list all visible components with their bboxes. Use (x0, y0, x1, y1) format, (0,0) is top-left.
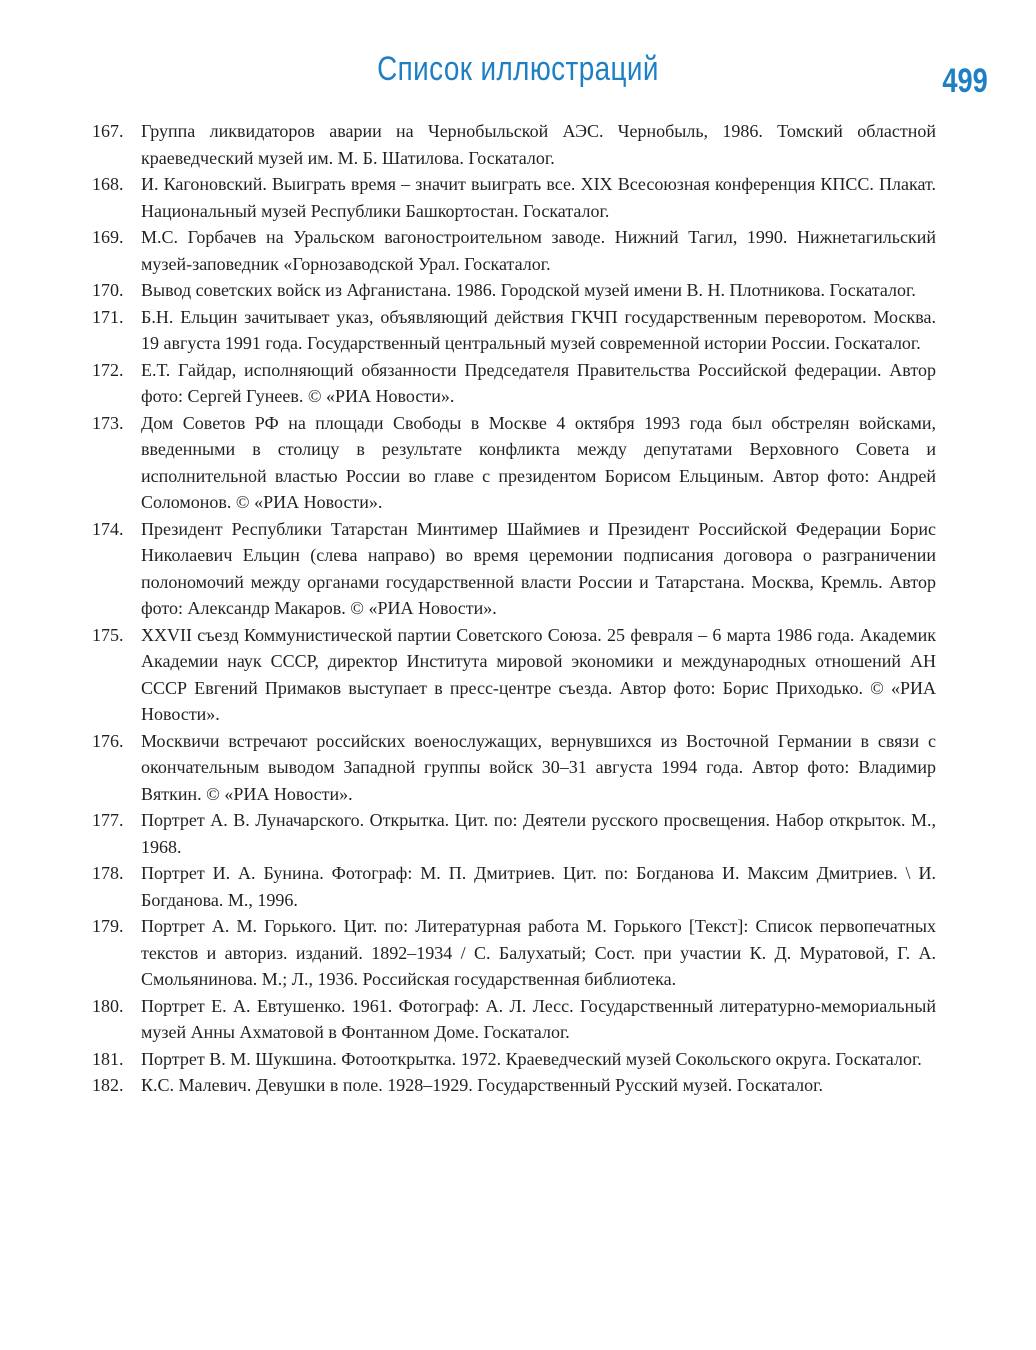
entry-number: 176. (92, 730, 124, 751)
entry-text: XXVII съезд Коммунистической партии Советского Союза. 25 февраля – 6 марта 1986 года. Академик Академии наук СССР, директор Института мировой экономики и международных отношений АН СССР Евгений Примаков выступает в пресс-центре съезда. Автор фото: Борис Приходько. © «РИА Новости». (141, 624, 936, 724)
list-item (92, 807, 936, 860)
entry-text: Москвичи встречают российских военослужащих, вернувшихся из Восточной Германии в связи с окончательным выводом Западной группы войск 30–31 августа 1994 года. Автор фото: Владимир Вяткин. © «РИА Новости». (141, 730, 936, 804)
entry-number: 169. (92, 227, 124, 247)
entry-text: Портрет Е. А. Евтушенко. 1961. Фотограф: А. Л. Лесс. Государственный литературно-мемориальный музей Анны Ахматовой в Фонтанном Доме. Госкаталог. (141, 995, 936, 1042)
entry-text: Дом Советов РФ на площади Свободы в Москве 4 октября 1993 года был обстрелян войсками, введенными в столицу в результате конфликта между депутатами Верховного Совета и исполнительной властью России во главе с президентом Борисом Ельциным. Автор фото: Андрей Соломонов. © «РИА Новости». (141, 412, 936, 512)
entry-number: 174. (92, 518, 124, 539)
entry-number: 177. (92, 810, 124, 830)
list-item (92, 516, 936, 622)
entry-number: 180. (92, 995, 124, 1016)
page-title: Список иллюстраций (377, 50, 659, 88)
entry-number: 182. (92, 1075, 124, 1095)
entry-text: Вывод советских войск из Афганистана. 1986. Городской музей имени В. Н. Плотникова. Госкаталог. (141, 280, 916, 300)
entry-text: Президент Республики Татарстан Минтимер Шаймиев и Президент Российской Федерации Борис Николаевич Ельцин (слева направо) во время церемонии подписания договора о разграничении полономочий между органами государственной власти России и Татарстана. Москва, Кремль. Автор фото: Александр Макаров. © «РИА Новости». (141, 518, 936, 618)
entry-text: Б.Н. Ельцин зачитывает указ, объявляющий действия ГКЧП государственным переворотом. Москва. 19 августа 1991 года. Государственный центральный музей современной истории России. Госкаталог. (141, 306, 936, 353)
entry-number: 172. (92, 359, 124, 380)
entry-number: 173. (92, 412, 124, 433)
entry-text: Группа ликвидаторов аварии на Чернобыльской АЭС. Чернобыль, 1986. Томский областной краеведческий музей им. М. Б. Шатилова. Госкаталог. (141, 121, 936, 168)
list-item (92, 1072, 936, 1099)
entry-number: 171. (92, 306, 124, 327)
entry-text: Портрет И. А. Бунина. Фотограф: М. П. Дмитриев. Цит. по: Богданова И. Максим Дмитриев. \ И. Богданова. М., 1996. (141, 863, 936, 910)
entry-text: М.С. Горбачев на Уральском вагоностроительном заводе. Нижний Тагил, 1990. Нижнетагильский музей-заповедник «Горнозаводской Урал. Госкаталог. (141, 227, 936, 274)
entry-text: Е.Т. Гайдар, исполняющий обязанности Председателя Правительства Российской федерации. Автор фото: Сергей Гунеев. © «РИА Новости». (141, 359, 936, 406)
entry-text: И. Кагоновский. Выиграть время – значит выиграть все. XIX Всесоюзная конференция КПСС. Плакат. Национальный музей Республики Башкортостан. Госкаталог. (141, 174, 936, 221)
list-item (92, 410, 936, 516)
entry-number: 170. (92, 280, 124, 300)
list-item (92, 860, 936, 913)
entry-number: 178. (92, 863, 124, 883)
list-item (92, 118, 936, 171)
entry-number: 179. (92, 916, 124, 936)
entry-text: К.С. Малевич. Девушки в поле. 1928–1929. Государственный Русский музей. Госкаталог. (141, 1075, 824, 1095)
entry-number: 168. (92, 174, 124, 194)
list-item (92, 171, 936, 224)
list-item (92, 622, 936, 728)
entry-text: Портрет В. М. Шукшина. Фотооткрытка. 1972. Краеведческий музей Сокольского округа. Госкаталог. (141, 1048, 922, 1069)
entry-number: 167. (92, 121, 124, 141)
list-item (92, 993, 936, 1046)
entry-text: Портрет А. М. Горького. Цит. по: Литературная работа М. Горького [Текст]: Список первопечатных текстов и авториз. изданий. 1892–1934 / С. Балухатый; Сост. при участии К. Д. Муратовой, Г. А. Смольянинова. М.; Л., 1936. Российская государственная библиотека. (141, 916, 936, 989)
list-item (92, 728, 936, 808)
illustration-list (92, 118, 936, 1099)
list-item (92, 913, 936, 993)
list-item (92, 304, 936, 357)
list-item (92, 357, 936, 410)
entry-text: Портрет А. В. Луначарского. Открытка. Цит. по: Деятели русского просвещения. Набор открыток. М., 1968. (141, 810, 936, 857)
list-item (92, 224, 936, 277)
page-number: 499 (942, 62, 988, 100)
entry-number: 181. (92, 1048, 124, 1069)
list-item (92, 277, 936, 304)
list-item (92, 1046, 936, 1073)
entry-number: 175. (92, 624, 124, 645)
